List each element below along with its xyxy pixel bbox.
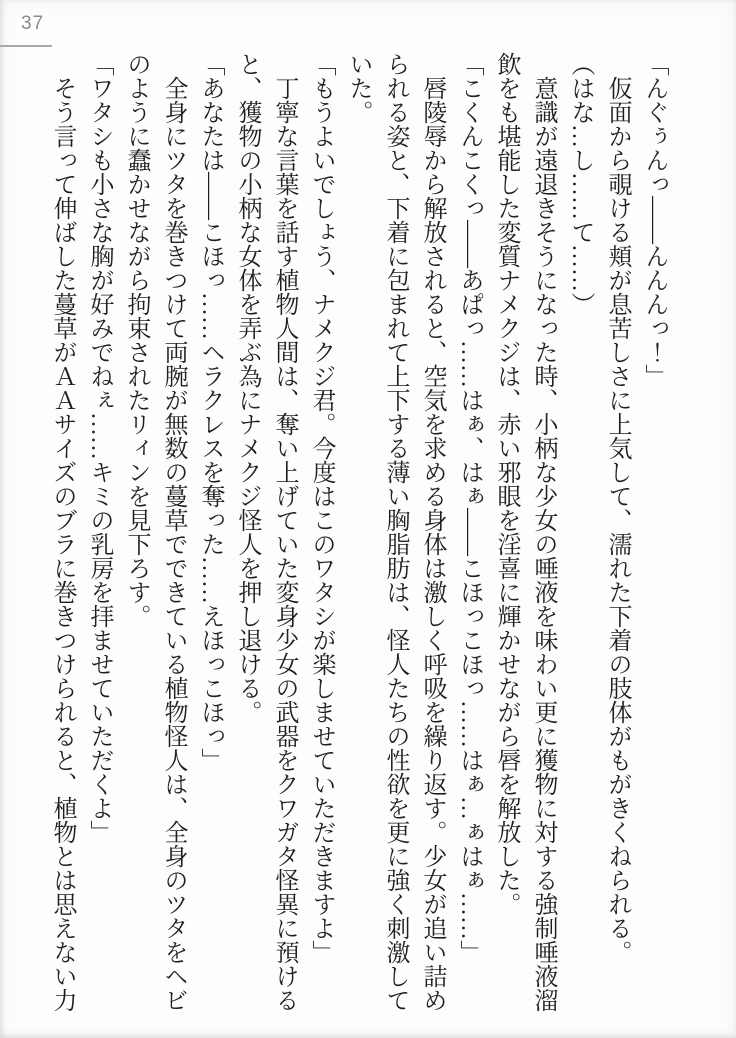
page-number: 37 [21,13,45,34]
text-column: 唇陵辱から解放されると、空気を求める身体は激しく呼吸を繰り返す。少女が追い詰め [419,52,445,1012]
text-column: 全身にツタを巻きつけて両腕が無数の蔓草でできている植物怪人は、全身のツタをヘビ [160,52,186,1012]
text-column: （はな…し……て……） [567,52,593,316]
text-column: 「もうよいでしょう、ナメクジ君。今度はこのワタシが楽しませていただきますよ」 [308,52,334,964]
text-column: のように蠢かせながら拘束されたリィンを見下ろす。 [123,52,149,628]
text-column: 飲をも堪能した変質ナメクジは、赤い邪眼を淫喜に輝かせながら唇を解放した。 [493,52,519,916]
text-column: そう言って伸ばした蔓草がＡＡサイズのブラに巻きつけられると、植物とは思えない力 [49,52,75,1012]
text-column: 「あなたは――こほっ……ヘラクレスを奪った……えほっこほっ」 [197,52,223,772]
text-column: 仮面から覗ける頬が息苦しさに上気して、濡れた下着の肢体がもがきくねられる。 [604,52,630,964]
text-column: 「ワタシも小さな胸が好みでねぇ……キミの乳房を拝ませていただくよ」 [86,52,112,844]
text-column: 「んぐぅんっ――んんんっ！」 [641,52,667,388]
text-column: 「こくんこくっ――あぱっ……はぁ、はぁ――こほっこほっ……はぁ…ぁはぁ……」 [456,52,482,964]
text-column: と、獲物の小柄な女体を弄ぶ為にナメクジ怪人を押し退ける。 [234,52,260,724]
vertical-text-area [43,52,672,1014]
text-column: 丁寧な言葉を話す植物人間は、奪い上げていた変身少女の武器をクワガタ怪異に預ける [271,52,297,1012]
text-column: 意識が遠退きそうになった時、小柄な少女の唾液を味わい更に獲物に対する強制唾液溜 [530,52,556,1012]
text-column: られる姿と、下着に包まれて上下する薄い胸脂肪は、怪人たちの性欲を更に強く刺激して [382,52,408,1012]
page-number-rule [0,45,52,47]
text-column: いた。 [345,52,371,124]
